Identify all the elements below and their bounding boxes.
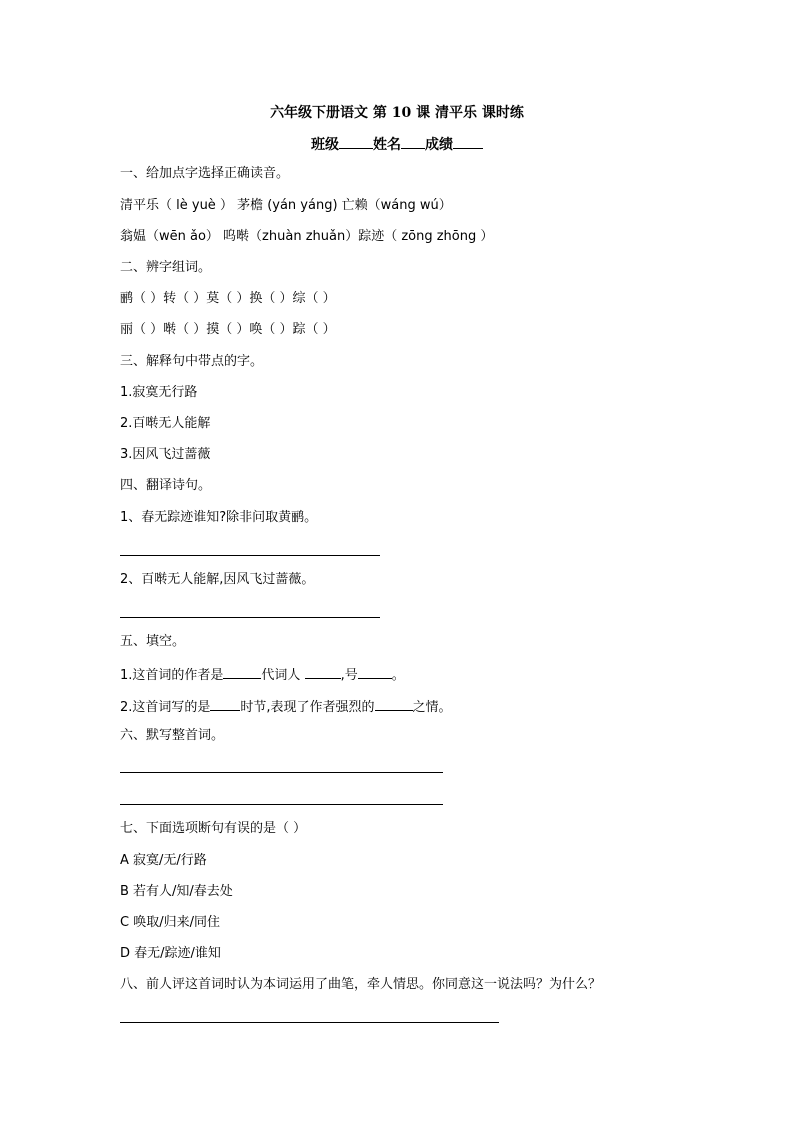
q5-item1-text-b: 代词人 (261, 668, 301, 683)
q7-option-b: B 若有人/知/春去处 (120, 884, 233, 899)
q7-option-d: D 春无/踪迹/谁知 (120, 946, 221, 961)
q5-blank-feeling[interactable] (375, 696, 413, 711)
q4-item2: 2、百啭无人能解,因风飞过蔷薇。 (120, 572, 315, 587)
q5-item2-text-a: 2.这首词写的是 (120, 700, 211, 715)
q5-heading: 五、填空。 (120, 634, 186, 649)
q5-item2-text-c: 之情。 (412, 700, 452, 715)
name-blank[interactable] (401, 134, 425, 149)
q5-blank-author[interactable] (223, 664, 261, 679)
q5-blank-season[interactable] (210, 696, 240, 711)
q5-item1-text-c: ,号 (340, 668, 358, 683)
class-label: 班级 (311, 137, 339, 153)
q3-item3: 3.因风飞过蔷薇 (120, 447, 211, 462)
q1-heading: 一、给加点字选择正确读音。 (120, 166, 290, 181)
q6-answer-line-1[interactable] (120, 772, 443, 773)
q8-heading: 八、前人评这首词时认为本词运用了曲笔，牵人情思。你同意这一说法吗？为什么？ (120, 977, 602, 992)
q3-heading: 三、解释句中带点的字。 (120, 354, 264, 369)
q7-heading: 七、下面选项断句有误的是（ ） (120, 821, 307, 836)
q6-answer-line-2[interactable] (120, 804, 443, 805)
q3-item2: 2.百啭无人能解 (120, 416, 211, 431)
q6-heading: 六、默写整首词。 (120, 728, 225, 743)
class-blank[interactable] (339, 134, 373, 149)
q4-answer-line-2[interactable] (120, 617, 380, 618)
q3-item1: 1.寂寞无行路 (120, 385, 198, 400)
q2-line1: 鹂（ ）转（ ）莫（ ）换（ ）综（ ） (120, 291, 336, 306)
score-label: 成绩 (425, 137, 453, 153)
q7-option-a: A 寂寞/无/行路 (120, 853, 207, 868)
q5-blank-dynasty[interactable] (305, 664, 341, 679)
q2-line2: 丽（ ）啭（ ）摸（ ）唤（ ）踪（ ） (120, 322, 336, 337)
name-label: 姓名 (373, 137, 401, 153)
q5-item1 (120, 664, 405, 685)
q5-item2 (120, 696, 452, 717)
worksheet-title: 六年级下册语文 第 10 课 清平乐 课时练 (270, 105, 524, 121)
q5-blank-pen-name[interactable] (358, 664, 392, 679)
q1-line1: 清平乐（ lè yuè ） 茅檐 (yán yáng) 亡赖（wáng wú） (120, 198, 452, 213)
q8-answer-line[interactable] (120, 1022, 499, 1023)
q5-item1-text-d: 。 (391, 668, 405, 683)
q5-item2-text-b: 时节,表现了作者强烈的 (240, 700, 375, 715)
q2-heading: 二、辨字组词。 (120, 260, 212, 275)
q4-item1: 1、春无踪迹谁知?除非问取黄鹂。 (120, 510, 318, 525)
q4-answer-line-1[interactable] (120, 555, 380, 556)
q7-option-c: C 唤取/归来/同住 (120, 915, 220, 930)
q1-line2: 翁媪（wēn ǎo） 呜啭（zhuàn zhuǎn）踪迹（ zōng zhōng ） (120, 229, 494, 244)
q4-heading: 四、翻译诗句。 (120, 478, 212, 493)
student-info-line (0, 134, 794, 154)
q5-item1-text-a: 1.这首词的作者是 (120, 668, 224, 683)
score-blank[interactable] (453, 134, 483, 149)
